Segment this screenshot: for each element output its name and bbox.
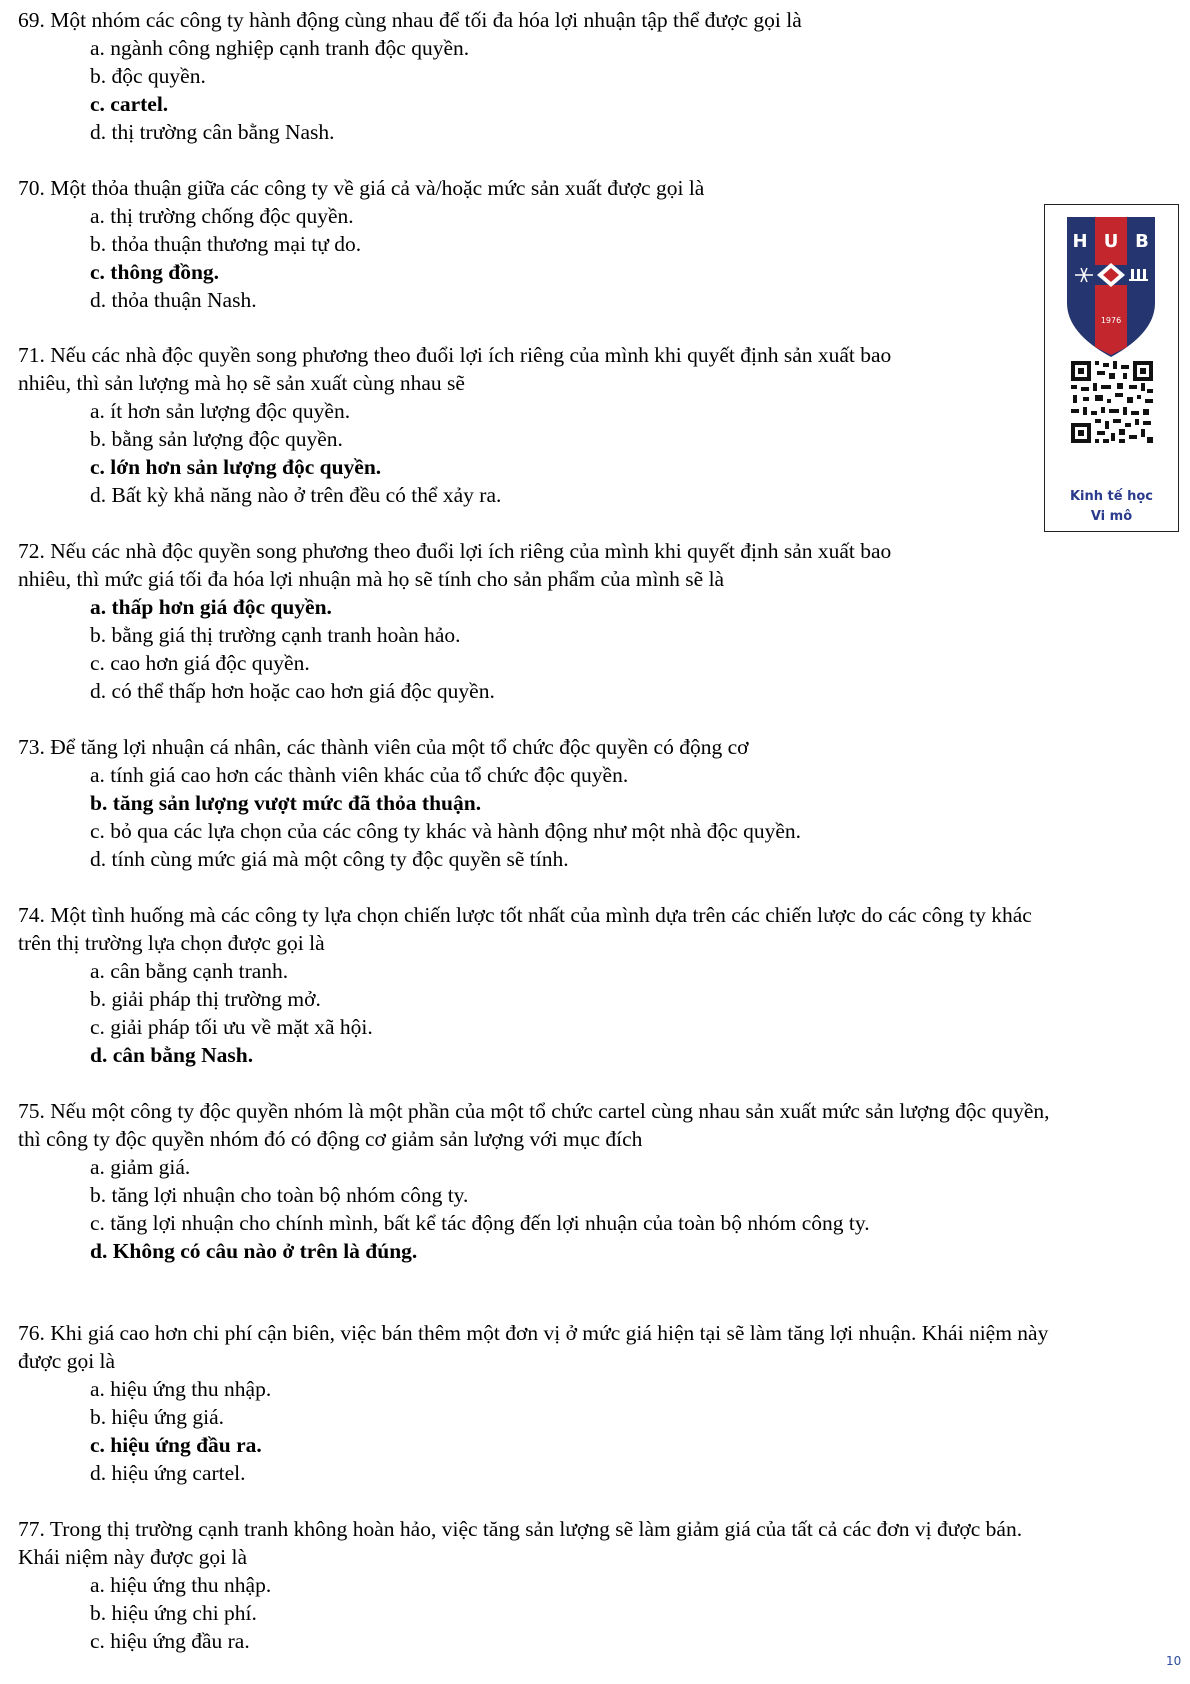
question-76-option-d: d. hiệu ứng cartel. <box>90 1461 246 1485</box>
question-74-stem-line-1: 74. Một tình huống mà các công ty lựa chọn chiến lược tốt nhất của mình dựa trên các chiến lược do các công ty khác <box>18 903 1032 927</box>
question-75-option-b: b. tăng lợi nhuận cho toàn bộ nhóm công ty. <box>90 1183 469 1207</box>
question-74-option-c: c. giải pháp tối ưu về mặt xã hội. <box>90 1015 373 1039</box>
question-71-option-a: a. ít hơn sản lượng độc quyền. <box>90 399 351 423</box>
qr-code-icon <box>1069 359 1155 445</box>
question-70-stem-line-1: 70. Một thỏa thuận giữa các công ty về giá cả và/hoặc mức sản xuất được gọi là <box>18 176 705 200</box>
question-71-stem-line-1: 71. Nếu các nhà độc quyền song phương theo đuổi lợi ích riêng của mình khi quyết định sản xuất bao <box>18 343 892 367</box>
building-emblem-icon <box>1129 269 1148 281</box>
question-76-option-a: a. hiệu ứng thu nhập. <box>90 1377 272 1401</box>
question-71-option-b: b. bằng sản lượng độc quyền. <box>90 427 343 451</box>
question-72-stem-line-2: nhiêu, thì mức giá tối đa hóa lợi nhuận mà họ sẽ tính cho sản phẩm của mình sẽ là <box>18 567 725 591</box>
shield-letter-h: H <box>1072 231 1088 252</box>
question-73-option-d: d. tính cùng mức giá mà một công ty độc quyền sẽ tính. <box>90 847 569 871</box>
question-72-stem-line-1: 72. Nếu các nhà độc quyền song phương theo đuổi lợi ích riêng của mình khi quyết định sản xuất bao <box>18 539 892 563</box>
question-69-option-c-correct: c. cartel. <box>90 92 169 116</box>
shield-letter-u: U <box>1103 231 1119 252</box>
question-73-option-a: a. tính giá cao hơn các thành viên khác của tổ chức độc quyền. <box>90 763 629 787</box>
logo-caption-line-2: Vi mô <box>1090 509 1133 524</box>
question-75-option-d-correct: d. Không có câu nào ở trên là đúng. <box>90 1239 418 1263</box>
question-71-option-d: d. Bất kỳ khả năng nào ở trên đều có thể xảy ra. <box>90 483 502 507</box>
question-76-option-b: b. hiệu ứng giá. <box>90 1405 225 1429</box>
hub-logo-panel <box>1044 204 1179 532</box>
question-75-option-c: c. tăng lợi nhuận cho chính mình, bất kể tác động đến lợi nhuận của toàn bộ nhóm công ty. <box>90 1211 870 1235</box>
question-69-stem-line-1: 69. Một nhóm các công ty hành động cùng nhau để tối đa hóa lợi nhuận tập thể được gọi là <box>18 8 802 32</box>
question-75-option-a: a. giảm giá. <box>90 1155 191 1179</box>
shield-year: 1976 <box>1100 316 1122 325</box>
shield-letter-b: B <box>1135 231 1149 252</box>
question-70-option-d: d. thỏa thuận Nash. <box>90 288 257 312</box>
question-73-option-b-correct: b. tăng sản lượng vượt mức đã thỏa thuận. <box>90 791 482 815</box>
question-71-stem-line-2: nhiêu, thì sản lượng mà họ sẽ sản xuất cùng nhau sẽ <box>18 371 465 395</box>
page-number: 10 <box>1166 1654 1182 1668</box>
question-73-stem-line-1: 73. Để tăng lợi nhuận cá nhân, các thành viên của một tổ chức độc quyền có động cơ <box>18 735 749 759</box>
question-77-stem-line-1: 77. Trong thị trường cạnh tranh không hoàn hảo, việc tăng sản lượng sẽ làm giảm giá của tất cả các đơn vị được bán. <box>18 1517 1023 1541</box>
hub-shield-logo <box>1045 205 1177 485</box>
question-77-option-b: b. hiệu ứng chi phí. <box>90 1601 257 1625</box>
question-74-option-a: a. cân bằng cạnh tranh. <box>90 959 289 983</box>
question-70-option-c-correct: c. thông đồng. <box>90 260 220 284</box>
question-69-option-b: b. độc quyền. <box>90 64 206 88</box>
question-69-option-a: a. ngành công nghiệp cạnh tranh độc quyền. <box>90 36 470 60</box>
question-74-option-b: b. giải pháp thị trường mở. <box>90 987 321 1011</box>
question-73-option-c: c. bỏ qua các lựa chọn của các công ty khác và hành động như một nhà độc quyền. <box>90 819 802 843</box>
question-77-option-c: c. hiệu ứng đầu ra. <box>90 1629 250 1653</box>
question-74-stem-line-2: trên thị trường lựa chọn được gọi là <box>18 931 325 955</box>
question-70-option-a: a. thị trường chống độc quyền. <box>90 204 354 228</box>
question-76-option-c-correct: c. hiệu ứng đầu ra. <box>90 1433 262 1457</box>
question-76-stem-line-1: 76. Khi giá cao hơn chi phí cận biên, việc bán thêm một đơn vị ở mức giá hiện tại sẽ làm tăng lợi nhuận. Khái niệm này <box>18 1321 1049 1345</box>
question-71-option-c-correct: c. lớn hơn sản lượng độc quyền. <box>90 455 382 479</box>
question-70-option-b: b. thỏa thuận thương mại tự do. <box>90 232 362 256</box>
question-72-option-c: c. cao hơn giá độc quyền. <box>90 651 310 675</box>
logo-caption <box>1045 487 1178 527</box>
question-77-stem-line-2: Khái niệm này được gọi là <box>18 1545 248 1569</box>
question-77-option-a: a. hiệu ứng thu nhập. <box>90 1573 272 1597</box>
question-69-option-d: d. thị trường cân bằng Nash. <box>90 120 335 144</box>
question-74-option-d-correct: d. cân bằng Nash. <box>90 1043 254 1067</box>
question-72-option-b: b. bằng giá thị trường cạnh tranh hoàn hảo. <box>90 623 461 647</box>
question-76-stem-line-2: được gọi là <box>18 1349 116 1373</box>
question-75-stem-line-2: thì công ty độc quyền nhóm đó có động cơ giảm sản lượng với mục đích <box>18 1127 643 1151</box>
question-75-stem-line-1: 75. Nếu một công ty độc quyền nhóm là một phần của một tổ chức cartel cùng nhau sản xuất mức sản lượng độc quyền, <box>18 1099 1050 1123</box>
logo-caption-line-1: Kinh tế học <box>1069 489 1153 504</box>
question-72-option-a-correct: a. thấp hơn giá độc quyền. <box>90 595 332 619</box>
question-72-option-d: d. có thể thấp hơn hoặc cao hơn giá độc quyền. <box>90 679 495 703</box>
